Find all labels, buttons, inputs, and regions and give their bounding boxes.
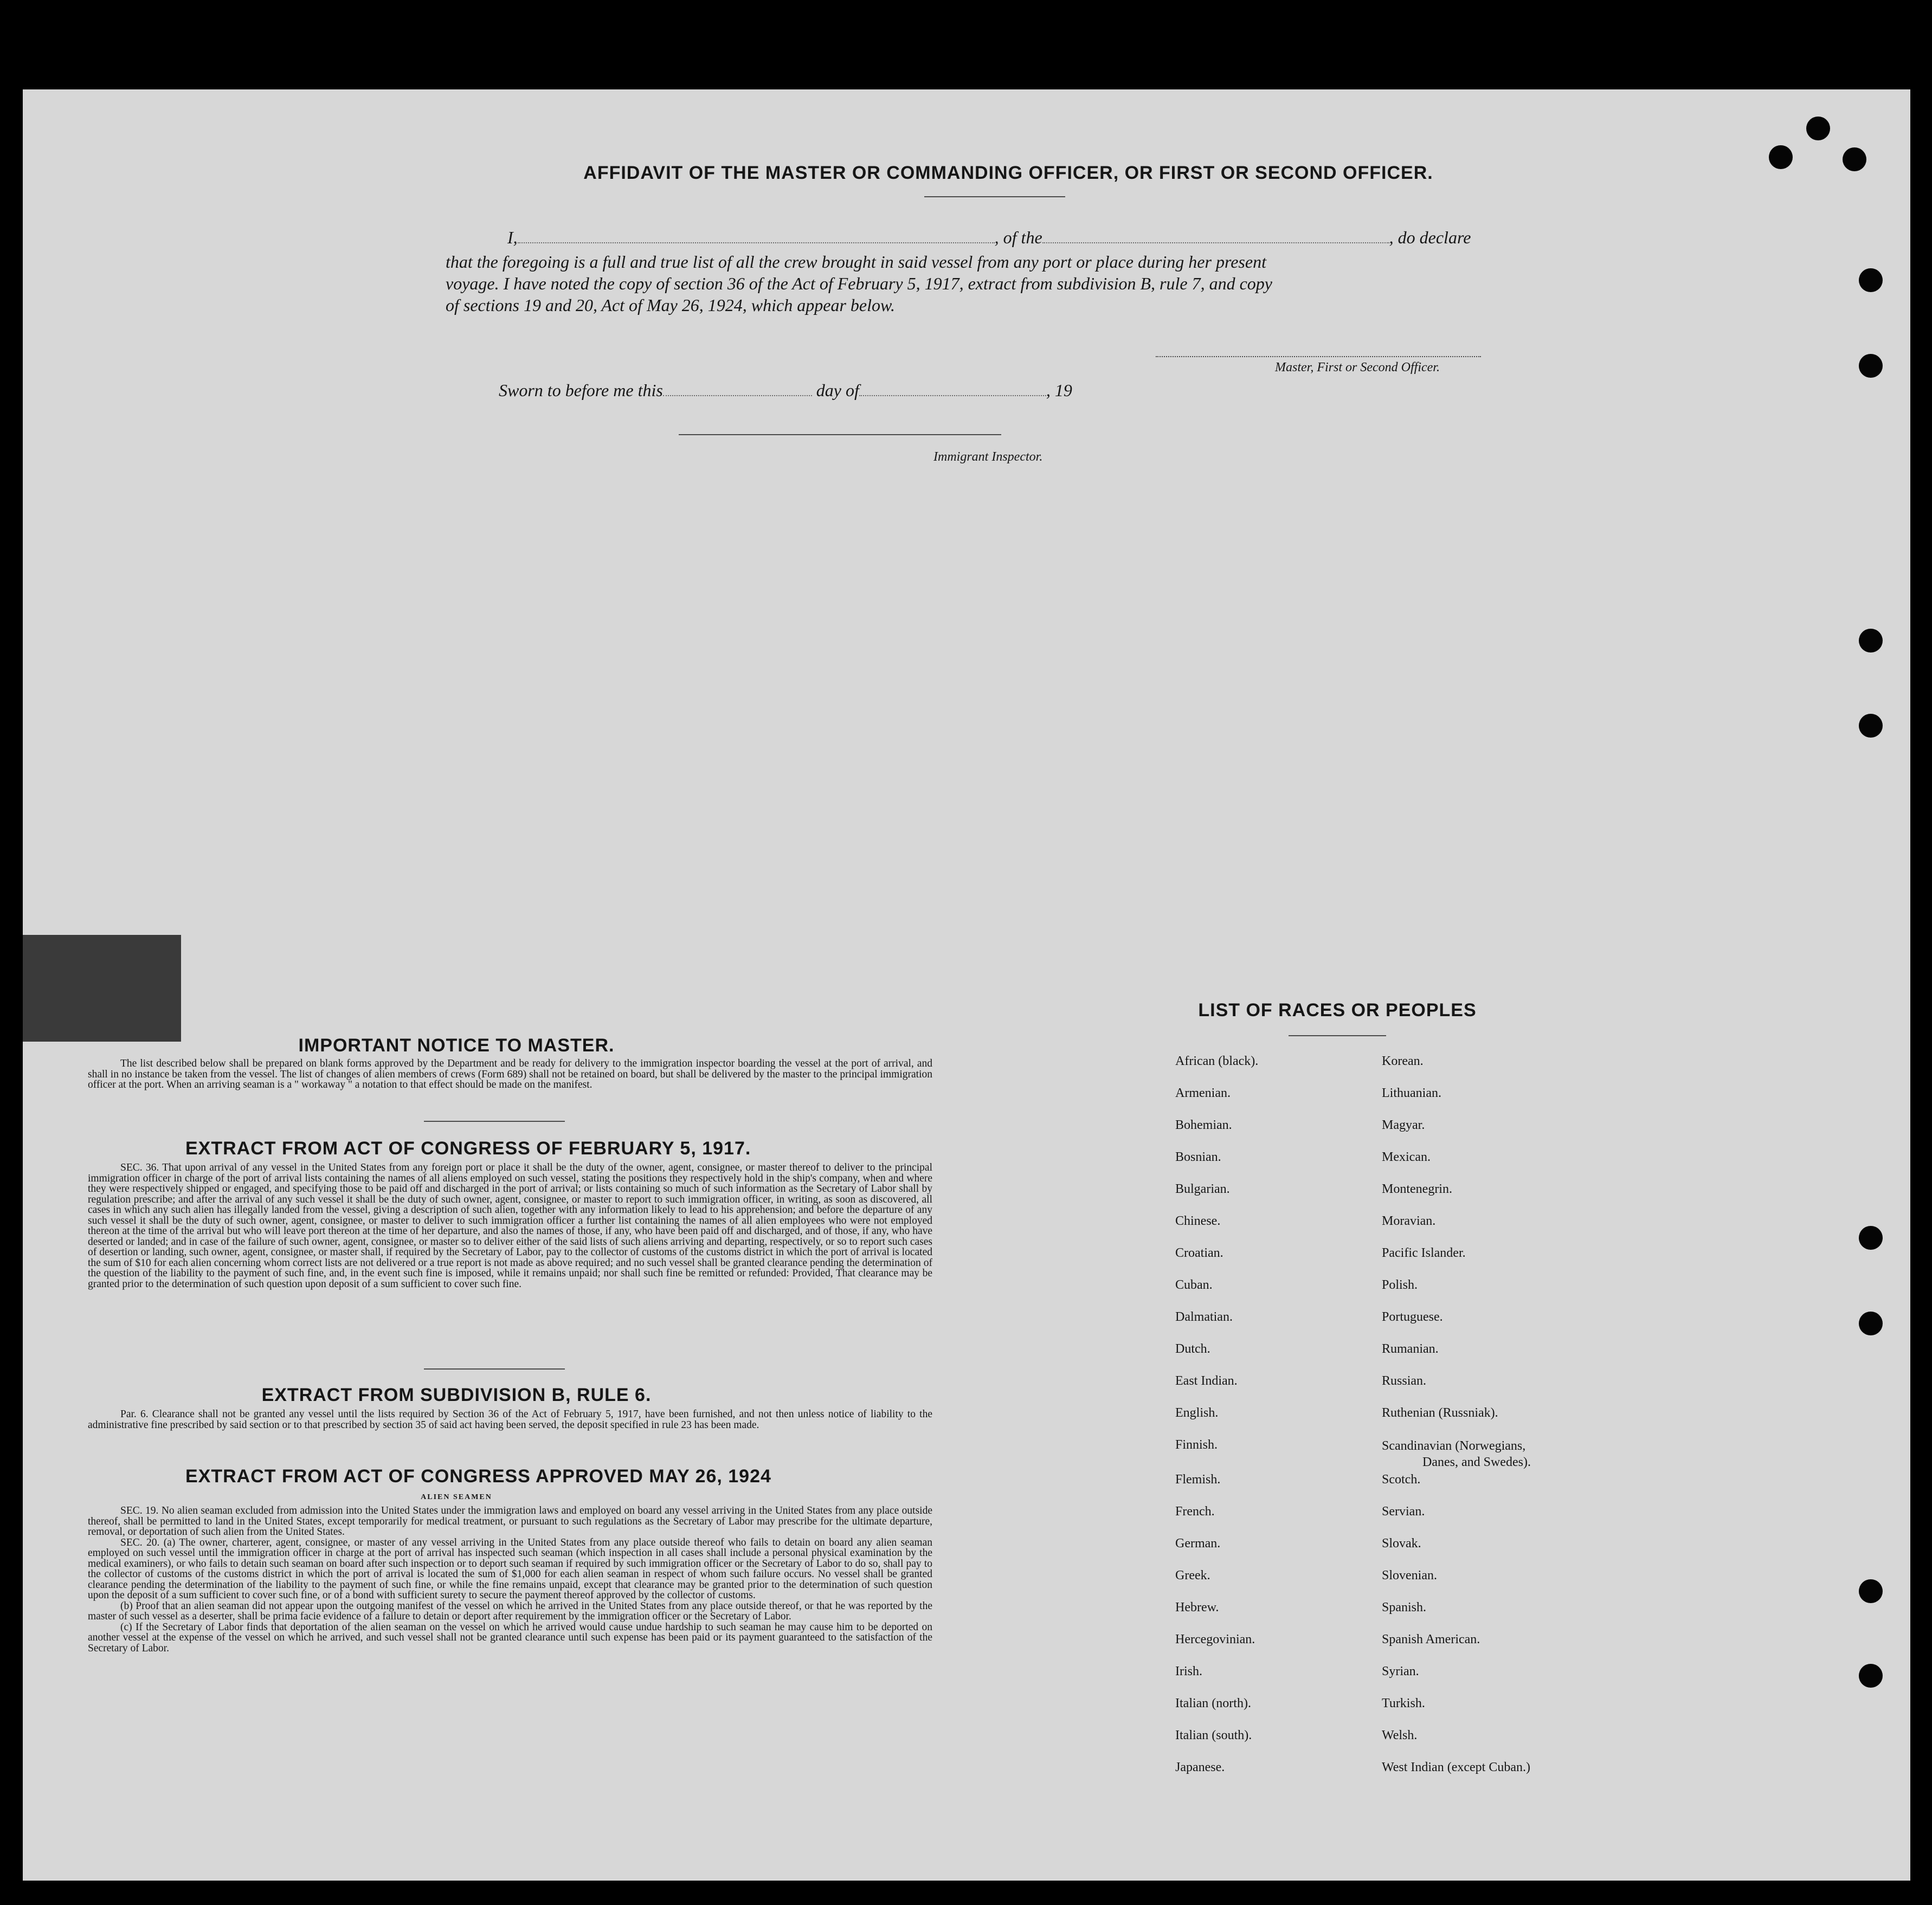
race-item: Bulgarian. [1175,1182,1230,1196]
race-item: Moravian. [1382,1214,1436,1228]
i-label: I, [507,228,518,247]
binder-hole [1806,117,1830,140]
race-item: Pacific Islander. [1382,1246,1466,1260]
race-item: Cuban. [1175,1278,1213,1292]
race-item: West Indian (except Cuban.) [1382,1760,1530,1774]
race-item: Italian (north). [1175,1696,1251,1710]
section-19-paragraph: SEC. 19. No alien seaman excluded from admission into the United States under the immigration laws and employed on board any vessel arriving in the United States from any place outside thereof, shall be permitted to land in the United States, except temporarily for medical treatment, or pursuant to such regulations as the Secretary of Labor may prescribe for the ultimate departure, removal, or deportation of such alien from the United States. [88,1505,932,1538]
binder-hole [1859,1226,1883,1250]
race-item: Chinese. [1175,1214,1221,1228]
race-item: Lithuanian. [1382,1086,1441,1100]
race-item: Slovak. [1382,1536,1421,1551]
race-item: Bohemian. [1175,1118,1232,1132]
race-item: Dutch. [1175,1342,1210,1356]
race-item: Dalmatian. [1175,1310,1233,1324]
section-36-paragraph: SEC. 36. That upon arrival of any vessel in the United States from any foreign port or place it shall be the duty of the owner, agent, consignee, or master thereof to deliver to the principal immigration officer in charge of the port of arrival lists containing the names of all aliens employed on such vessel, stating the positions they respectively hold in the ship's company, when and where they were respectively shipped or engaged, and specifying those to be paid off and discharged in the port of arrival; or lists containing so much of such information as the Secretary of Labor shall by regulation prescribe; and after the arrival of any such vessel it shall be the duty of such owner, agent, consignee, or master to report to such immigration officer, in writing, as soon as discovered, all cases in which any such alien has illegally landed from the vessel, giving a description of such alien, together with any information likely to lead to his apprehension; and before the departure of any such vessel it shall be the duty of such owner, agent, consignee, or master to deliver to such immigration officer a further list containing the names of all alien employees who were not employed thereon at the time of the arrival but who will leave port thereon at the time of her departure, and also the names of those, if any, who have been paid off and discharged, and of those, if any, who have deserted or landed; and in case of the failure of such owner, agent, consignee, or master so to deliver either of the said lists of such aliens arriving and departing, respectively, or so to report such cases of desertion or landing, such owner, agent, consignee, or master shall, if required by the Secretary of Labor, pay to the collector of customs of the customs district in which the port of arrival is located the sum of $10 for each alien concerning whom correct lists are not delivered or a true report is not made as above required; and no such vessel shall be granted clearance pending the determination of the question of the liability to the payment of such fine, and, in the event such fine is imposed, while it remains unpaid; nor shall such fine be remitted or refunded: Provided, That clearance may be granted prior to the determination of such question upon deposit of a sum sufficient to cover such fine. [88,1162,932,1290]
declaration-line [507,228,1471,248]
race-item: Montenegrin. [1382,1182,1452,1196]
notice-title: IMPORTANT NOTICE TO MASTER. [298,1035,615,1056]
race-item: Hebrew. [1175,1600,1219,1615]
race-item: Flemish. [1175,1473,1221,1487]
name-field[interactable] [518,242,995,243]
affidavit-title: AFFIDAVIT OF THE MASTER OR COMMANDING OFFICER, OR FIRST OR SECOND OFFICER. [583,163,1433,183]
binder-hole [1859,1579,1883,1603]
race-item: Spanish American. [1382,1632,1480,1646]
race-item: Hercegovinian. [1175,1632,1255,1646]
race-item-scandinavian [1382,1438,1531,1473]
extract-1917-text [88,1163,932,1289]
race-item: East Indian. [1175,1374,1238,1388]
section-20b-paragraph: (b) Proof that an alien seaman did not appear upon the outgoing manifest of the vessel on which he arrived in the United States from any place outside thereof, or that he was reported by the master of such vessel as a deserter, shall be prima facie evidence of a failure to detain or deport after requirement by the immigration officer or the Secretary of Labor. [88,1600,932,1622]
race-item: African (black). [1175,1054,1259,1068]
race-item: Italian (south). [1175,1728,1252,1742]
binder-hole [1859,629,1883,653]
races-left-column [1175,1054,1258,1792]
extract-1924-text [88,1506,932,1654]
alien-seamen-subtitle: ALIEN SEAMEN [421,1493,492,1501]
races-divider [1289,1035,1386,1036]
race-item: Ruthenian (Russniak). [1382,1406,1498,1420]
race-item: Japanese. [1175,1760,1225,1774]
race-item: Welsh. [1382,1728,1418,1742]
race-item-continued: Danes, and Swedes). [1422,1455,1531,1469]
declaration-body-3: of sections 19 and 20, Act of May 26, 1924, which appear below. [446,295,895,315]
master-signature-line[interactable] [1156,356,1481,357]
year-label: , 19 [1046,380,1072,400]
declaration-body-2: voyage. I have noted the copy of section 36 of the Act of February 5, 1917, extract from subdivision B, rule 7, and copy [446,274,1272,293]
inspector-signature-line[interactable] [679,434,1001,435]
binder-hole [1859,1664,1883,1688]
vessel-position-field[interactable] [1042,242,1389,243]
declare-label: , do declare [1389,228,1471,247]
race-item: Turkish. [1382,1696,1425,1710]
sworn-month-field[interactable] [859,395,1046,396]
race-item: German. [1175,1536,1221,1551]
section-divider [424,1368,565,1370]
race-item: Servian. [1382,1504,1425,1519]
race-item: Magyar. [1382,1118,1425,1132]
races-title: LIST OF RACES OR PEOPLES [1198,1000,1477,1021]
race-item: Bosnian. [1175,1150,1221,1164]
day-of-label: day of [816,380,859,400]
sworn-label: Sworn to before me this [499,380,663,400]
race-item: Spanish. [1382,1600,1427,1615]
race-item: Finnish. [1175,1438,1218,1452]
race-item: Russian. [1382,1374,1427,1388]
title-divider [924,196,1065,197]
inspector-caption: Immigrant Inspector. [933,450,1043,464]
race-item: Armenian. [1175,1086,1231,1100]
race-item: Korean. [1382,1054,1424,1068]
race-item: English. [1175,1406,1219,1420]
race-item: Irish. [1175,1664,1202,1678]
form-page [23,89,1910,1881]
binder-hole [1859,714,1883,738]
declaration-body-1: that the foregoing is a full and true list of all the crew brought in said vessel from any port or place during her present [446,252,1266,272]
race-item: Syrian. [1382,1664,1419,1678]
notice-text [88,1058,932,1090]
race-item: Polish. [1382,1278,1418,1292]
section-divider [424,1121,565,1122]
extract-rule6-text [88,1409,932,1430]
extract-rule6-title: EXTRACT FROM SUBDIVISION B, RULE 6. [261,1385,652,1405]
of-the-label: , of the [994,228,1042,247]
race-item: Croatian. [1175,1246,1223,1260]
race-item: Greek. [1175,1568,1210,1583]
paragraph-6: Par. 6. Clearance shall not be granted any vessel until the lists required by Section 36 of the Act of February 5, 1917, have been furnished, and not then unless notice of liability to the administrative fine prescribed by said section or to that prescribed by section 35 of said act having been served, the deposit specified in rule 23 has been made. [88,1409,932,1431]
notice-paragraph: The list described below shall be prepared on blank forms approved by the Department and be ready for delivery to the immigration inspector boarding the vessel at the port of arrival, and shall in no instance be taken from the vessel. The list of changes of alien members of crews (Form 689) shall not be retained on board, but shall be delivered by the master to the principal immigration officer at the port. When an arriving seaman is a " workaway " a notation to that effect should be made on the manifest. [88,1058,932,1090]
binder-hole [1769,145,1793,169]
binder-hole [1859,268,1883,292]
extract-1924-title: EXTRACT FROM ACT OF CONGRESS APPROVED MAY 26, 1924 [185,1466,771,1487]
master-signature-caption: Master, First or Second Officer. [1275,360,1440,374]
race-item: Portuguese. [1382,1310,1443,1324]
races-right-column [1382,1054,1531,1792]
sworn-day-field[interactable] [663,395,812,396]
sworn-line [499,380,1072,401]
binder-hole [1859,1312,1883,1335]
race-item: Mexican. [1382,1150,1431,1164]
race-item: Rumanian. [1382,1342,1439,1356]
section-20a-paragraph: SEC. 20. (a) The owner, charterer, agent, consignee, or master of any vessel arriving in the United States from any place outside thereof who fails to detain on board any alien seaman employed on such vessel until the immigration officer in charge at the port of arrival has inspected such seaman (which inspection in all cases shall include a personal physical examination by the medical examiners), or who fails to detain such seaman on board after such inspection or to deport such seaman if required by such immigration officer or the Secretary of Labor to do so, shall pay to the collector of customs of the customs district in which the port of arrival is located the sum of $1,000 for each alien seaman in respect of whom such failure occurs. No vessel shall be granted clearance pending the determination of the liability to the payment of such fine, or while the fine remains unpaid, except that clearance may be granted prior to the determination of such question upon the deposit of a sum sufficient to cover such fine, or of a bond with sufficient surety to secure the payment thereof approved by the collector of customs. [88,1536,932,1601]
race-item: Scotch. [1382,1473,1421,1487]
binder-hole [1843,147,1866,171]
section-20c-paragraph: (c) If the Secretary of Labor finds that deportation of the alien seaman on the vessel on which he arrived would cause undue hardship to such seaman he may cause him to be deported on another vessel at the expense of the vessel on which he arrived, and such vessel shall not be granted clearance until such expense has been paid or its payment guaranteed to the satisfaction of the Secretary of Labor. [88,1621,932,1654]
race-item: Scandinavian (Norwegians, [1382,1439,1526,1453]
extract-1917-title: EXTRACT FROM ACT OF CONGRESS OF FEBRUARY 5, 1917. [185,1138,751,1159]
race-item: Slovenian. [1382,1568,1437,1583]
binder-hole [1859,354,1883,378]
race-item: French. [1175,1504,1215,1519]
scan-shadow [23,935,181,1042]
